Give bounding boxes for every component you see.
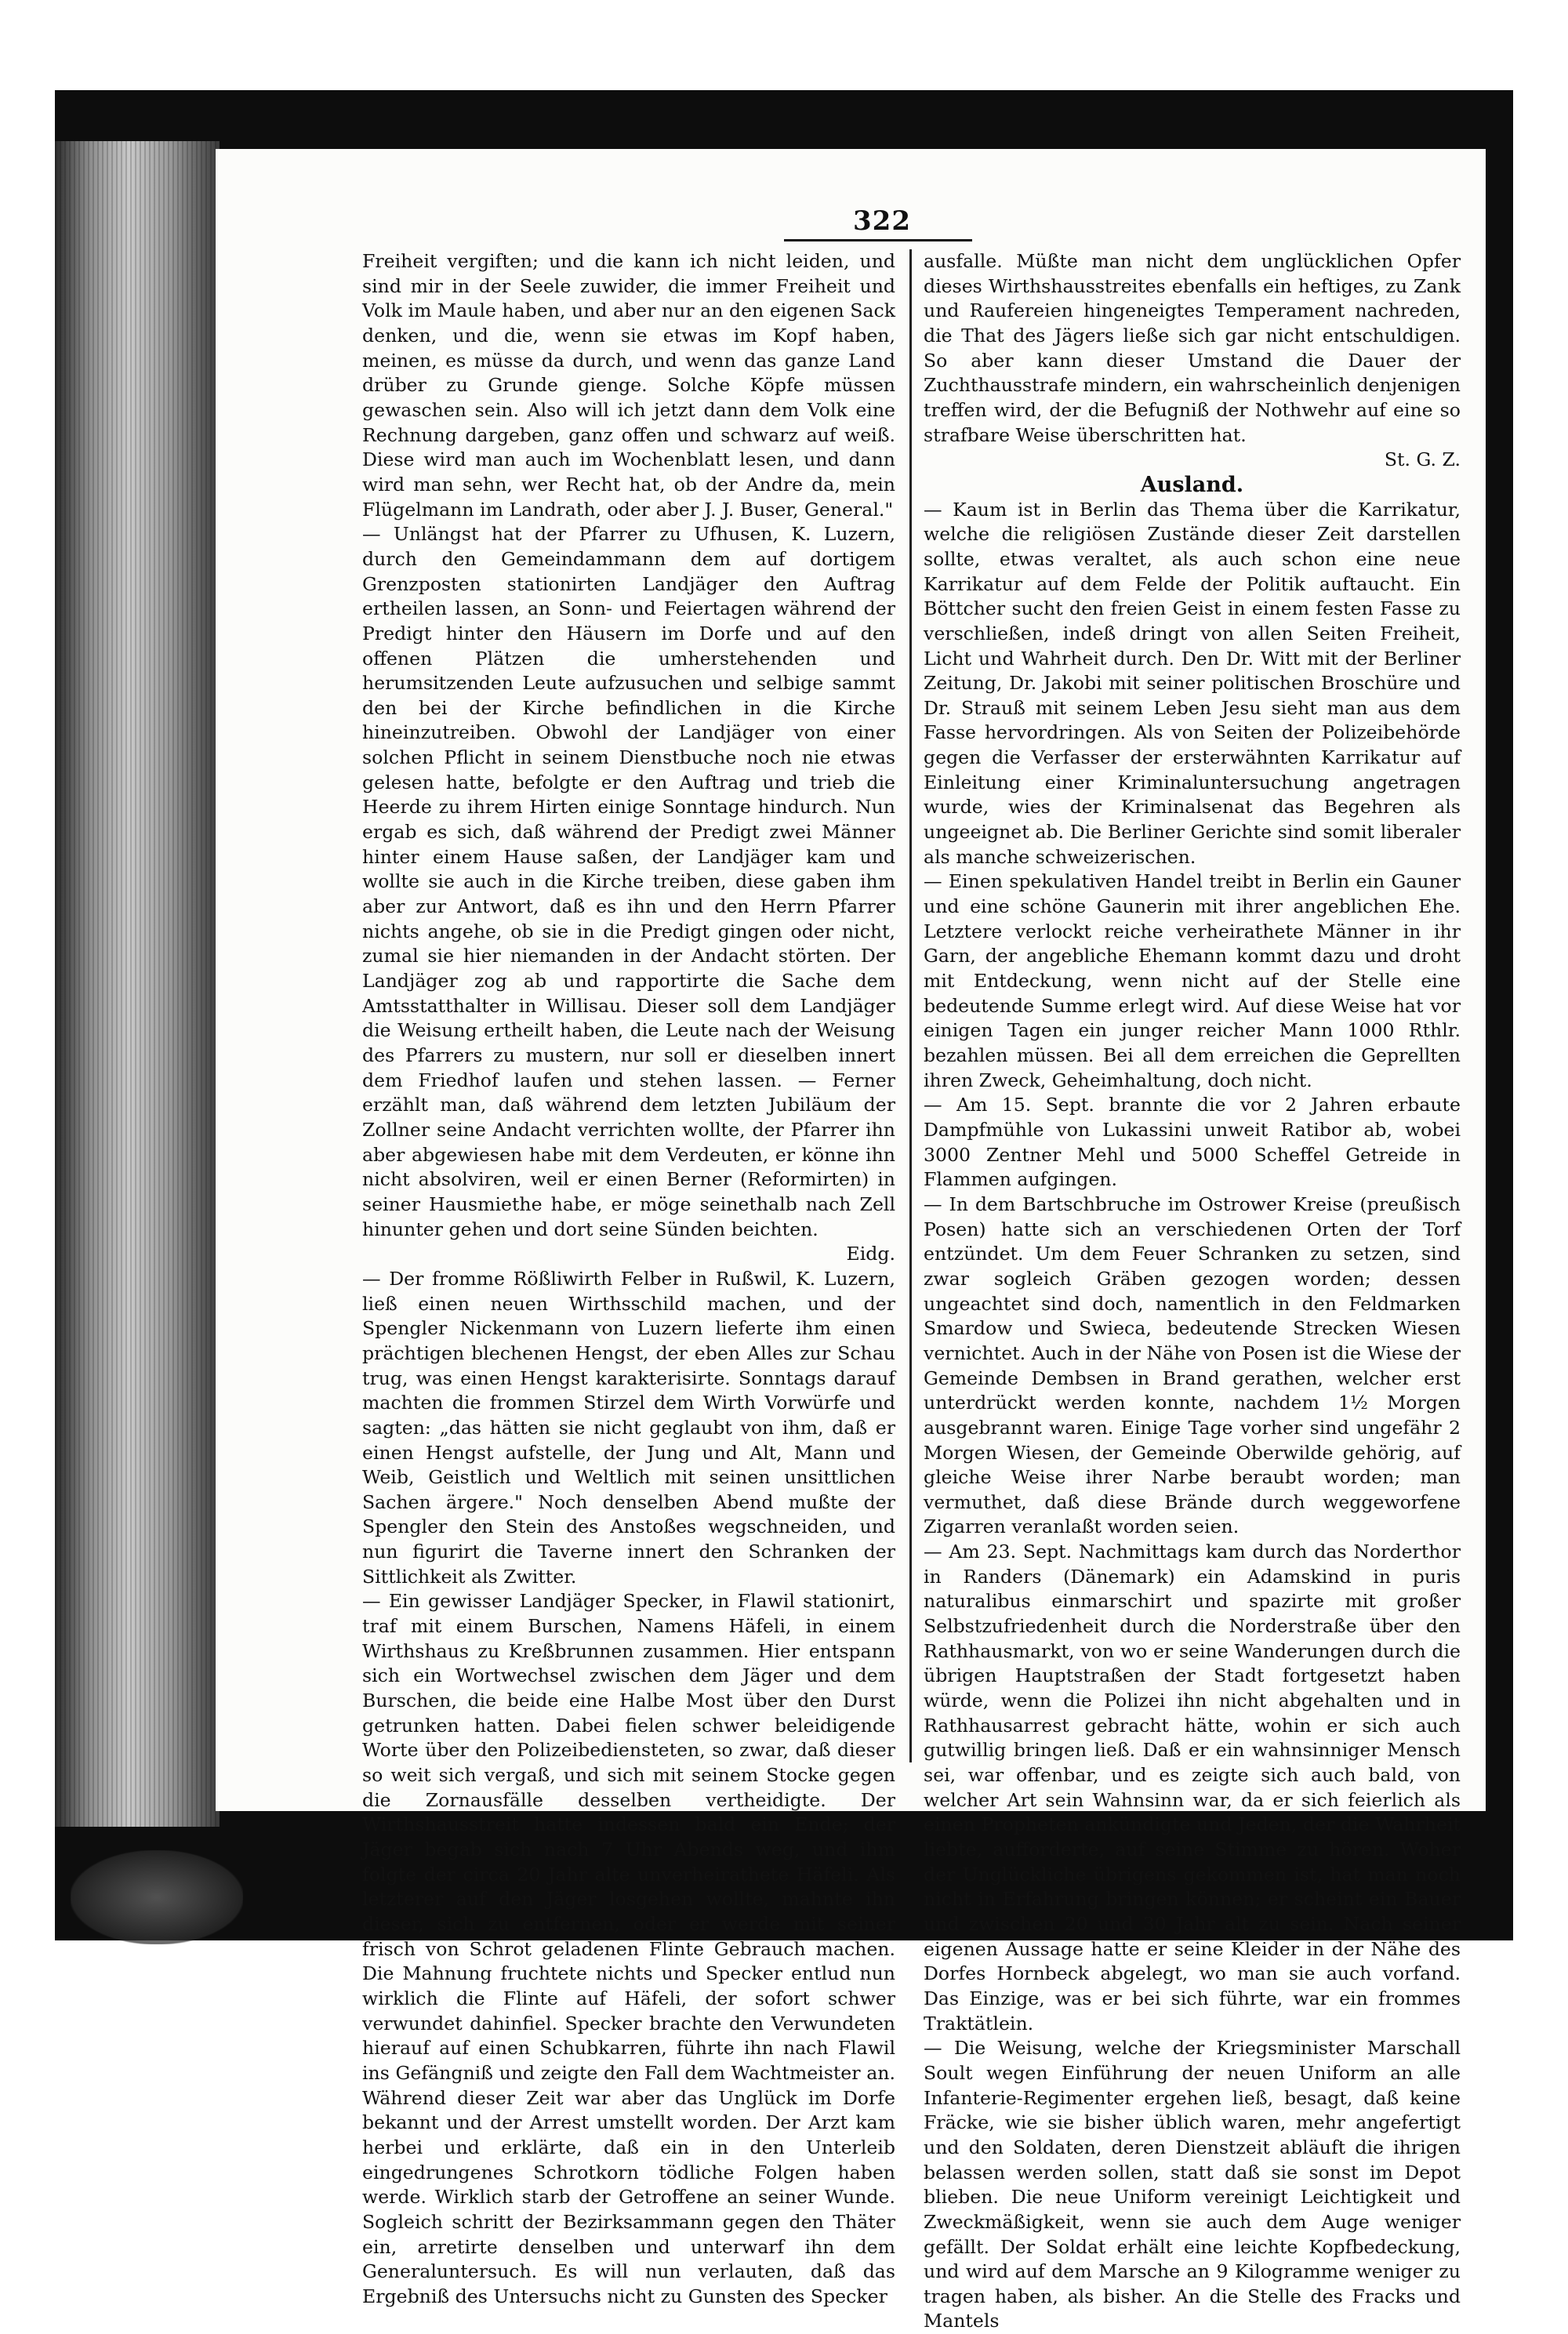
article-paragraph: — Ein gewisser Landjäger Specker, in Flawil stationirt, traf mit einem Burschen, Namens Häfeli, in einem Wirthshaus zu Kreßbrunnen zusammen. Hier entspann sich ein Wortwechsel zwischen dem Jäger und dem Burschen, die beide eine Halbe Most über den Durst getrunken hatten. Dabei fielen schwer beleidigende Worte über den Polizeibediensteten, so zwar, daß dieser so weit sich vergaß, und sich mit seinem Stocke gegen die Zornausfälle desselben vertheidigte. Der Wirthshausstreit hatte indessen bald ein Ende; der Jäger begab sich nach 7 Uhr Abends weg, und ihm folgte der circa 20 Jahr alte unverheirathete Häfeli. Als letzterer auf den Jäger losgehen wollte, mahnte ihn dieser, sich zu entfernen, oder er werde mit seiner frisch von Schrot geladenen Flinte Gebrauch machen. Die Mahnung fruchtete nichts und Specker entlud nun wirklich die Flinte auf Häfeli, der sofort schwer verwundet dahinfiel. Specker brachte den Verwundeten hierauf auf einen Schubkarren, führte ihn nach Flawil ins Gefängniß und zeigte den Fall dem Wachtmeister an. Während dieser Zeit war aber das Unglück im Dorfe bekannt und der Arrest umstellt worden. Der Arzt kam herbei und erklärte, daß ein in den Unterleib eingedrungenes Schrotkorn tödliche Folgen haben werde. Wirklich starb der Getroffene an seiner Wunde. Sogleich schritt der Bezirksammann gegen den Thäter ein, arretirte denselben und unterwarf ihn dem Generaluntersuch. Es will nun verlauten, daß das Ergebniß des Untersuchs nicht zu Gunsten des Specker xyxy=(362,1590,895,2307)
column-divider xyxy=(909,249,912,1762)
header-rule xyxy=(784,239,972,241)
book-spine-edge xyxy=(55,141,220,1827)
left-column xyxy=(362,249,895,2309)
article-paragraph: ausfalle. Müßte man nicht dem unglücklichen Opfer dieses Wirthshausstreites ebenfalls ein heftiges, zu Zank und Raufereien hingeneigtes Temperament nachreden, die That des Jägers ließe sich gar nicht entschuldigen. So aber kann dieser Umstand die Dauer der Zuchthausstrafe mindern, ein wahrscheinlich denjenigen treffen wird, der die Befugniß der Nothwehr auf eine so strafbare Weise überschritten hat. xyxy=(924,250,1461,446)
article-paragraph: — Unlängst hat der Pfarrer zu Ufhusen, K. Luzern, durch den Gemeindammann dem auf dortigem Grenzposten stationirten Landjäger den Auftrag ertheilen lassen, an Sonn- und Feiertagen während der Predigt hinter den Häusern im Dorfe und auf den offenen Plätzen die umherstehenden und herumsitzenden Leute aufzusuchen und selbige sammt den bei der Kirche befindlichen in die Kirche hineinzutreiben. Obwohl der Landjäger von einer solchen Pflicht in seinem Dienstbuche noch nie etwas gelesen hatte, befolgte er den Auftrag und trieb die Heerde zu ihrem Hirten einige Sonntage hindurch. Nun ergab es sich, daß während der Predigt zwei Männer hinter einem Hause saßen, der Landjäger kam und wollte sie auch in die Kirche treiben, diese gaben ihm aber zur Antwort, daß es ihn und den Herrn Pfarrer nichts angehe, ob sie in die Predigt gingen oder nicht, zumal sie hier niemanden in der Andacht störten. Der Landjäger zog ab und rapportirte die Sache dem Amtsstatthalter in Willisau. Dieser soll dem Landjäger die Weisung ertheilt haben, die Leute nach der Weisung des Pfarrers zu mustern, nur soll er dieselben innert dem Friedhof laufen und stehen lassen. — Ferner erzählt man, daß während dem letzten Jubiläum der Zollner seine Andacht verrichten wollte, der Pfarrer ihn aber abgewiesen habe mit dem Verdeuten, er könne ihn nicht absolviren, weil er einen Berner (Reformirten) in seiner Hausmiethe habe, er möge seinethalb nach Zell hinunter gehen und dort seine Sünden beichten. xyxy=(362,523,895,1240)
scan-blemish xyxy=(71,1850,243,1944)
article-paragraph: Freiheit vergiften; und die kann ich nicht leiden, und sind mir in der Seele zuwider, die immer Freiheit und Volk im Maule haben, und aber nur an den eigenen Sack denken, und die, wenn sie etwas im Kopf haben, meinen, es müsse da durch, und wenn das ganze Land drüber zu Grunde gienge. Solche Köpfe müssen gewaschen sein. Also will ich jetzt dann dem Volk eine Rechnung dargeben, ganz offen und schwarz auf weiß. Diese wird man auch im Wochenblatt lesen, und dann wird man sehn, wer Recht hat, ob der Andre da, mein Flügelmann im Landrath, oder aber J. J. Buser, General." xyxy=(362,250,895,521)
article-paragraph: — Am 23. Sept. Nachmittags kam durch das Norderthor in Randers (Dänemark) ein Adamskind in puris naturalibus einmarschirt und spazirte mit großer Selbstzufriedenheit durch die Norderstraße über den Rathhausmarkt, von wo er seine Wanderungen durch die übrigen Hauptstraßen der Stadt fortgesetzt haben würde, wenn die Polizei ihn nicht abgehalten und in Rathhausarrest gebracht hätte, wohin er sich auch gutwillig bringen ließ. Daß er ein wahnsinniger Mensch sei, war offenbar, und es zeigte sich auch bald, von welcher Art sein Wahnsinn war, da er sich feierlich als einen Propheten ankündigte und Jeden, der die Wahrheit liebte, aufforderte, auf seine Stimme zu hören. Woher der Unglückliche übrigens gekommen ist, hat man noch nicht in Erfahrung bringen können; er scheint ein Bauer und zwischen 20 und 30 Jahr alt zu sein. Nach seiner eigenen Aussage hatte er seine Kleider in der Nähe des Dorfes Hornbeck abgelegt, wo man sie auch vorfand. Das Einzige, was er bei sich führte, war ein frommes Traktätlein. xyxy=(924,1541,1461,2035)
article-paragraph: — In dem Bartschbruche im Ostrower Kreise (preußisch Posen) hatte sich an verschiedenen Orten der Torf entzündet. Um dem Feuer Schranken zu setzen, sind zwar sogleich Gräben gezogen worden; dessen ungeachtet sind doch, namentlich in den Feldmarken Smardow und Swieca, bedeutende Strecken Wiesen vernichtet. Auch in der Nähe von Posen ist die Wiese der Gemeinde Dembsen in Brand gerathen, welcher erst unterdrückt werden konnte, nachdem 1½ Morgen ausgebrannt waren. Einige Tage vorher sind ungefähr 2 Morgen Wiesen, der Gemeinde Oberwilde gehörig, auf gleiche Weise ihrer Narbe beraubt worden; man vermuthet, daß diese Brände durch weggeworfene Zigarren veranlaßt worden seien. xyxy=(924,1192,1461,1538)
page-number: 322 xyxy=(853,205,911,237)
article-paragraph: — Am 15. Sept. brannte die vor 2 Jahren erbaute Dampfmühle von Lukassini unweit Ratibor ab, wobei 3000 Zentner Mehl und 5000 Scheffel Getreide in Flammen aufgingen. xyxy=(924,1094,1461,1191)
article-paragraph: — Die Weisung, welche der Kriegsminister Marschall Soult wegen Einführung der neuen Uniform an alle Infanterie-Regimenter ergehen ließ, besagt, daß keine Fräcke, wie sie bisher üblich waren, mehr angefertigt und den Soldaten, deren Dienstzeit abläuft die ihrigen belassen werden sollen, statt daß sie sonst im Depot blieben. Die neue Uniform vereinigt Leichtigkeit und Zweckmäßigkeit, wenn sie auch dem Auge weniger gefällt. Der Soldat erhält eine leichte Kopfbedeckung, und wird auf dem Marsche an 9 Kilogramme weniger zu tragen haben, als bisher. An die Stelle des Fracks und Mantels xyxy=(924,2037,1461,2332)
right-column xyxy=(924,249,1461,2334)
section-heading: Ausland. xyxy=(1140,472,1244,497)
article-paragraph: — Der fromme Rößliwirth Felber in Rußwil, K. Luzern, ließ einen neuen Wirthsschild machen, und der Spengler Nickenmann von Luzern lieferte ihm einen prächtigen blechenen Hengst, der eben Alles zur Schau trug, was einen Hengst karakterisirte. Sonntags darauf machten die frommen Stirzel dem Wirth Vorwürfe und sagten: „das hätten sie nicht geglaubt von ihm, daß er einen Hengst aufstelle, der Jung und Alt, Mann und Weib, Geistlich und Weltlich mit seinen unsittlichen Sachen ärgere." Noch denselben Abend mußte der Spengler den Stein des Anstoßes wegschneiden, und nun figurirt die Taverne innert den Schranken der Sittlichkeit als Zwitter. xyxy=(362,1267,895,1588)
article-paragraph: — Kaum ist in Berlin das Thema über die Karrikatur, welche die religiösen Zustände dieser Zeit darstellen sollte, etwas veraltet, als auch schon eine neue Karrikatur auf dem Felde der Politik auftaucht. Ein Böttcher sucht den freien Geist in einem festen Fasse zu verschließen, indeß dringt von allen Seiten Freiheit, Licht und Wahrheit durch. Den Dr. Witt mit der Berliner Zeitung, Dr. Jakobi mit seiner politischen Broschüre und Dr. Strauß mit seinem Leben Jesu sieht man aus dem Fasse hervordringen. Als von Seiten der Polizeibehörde gegen die Verfasser der ersterwähnten Karrikatur auf Einleitung einer Kriminaluntersuchung angetragen wurde, wies der Kriminalsenat das Begehren als ungeeignet ab. Die Berliner Gerichte sind somit liberaler als manche schweizerischen. xyxy=(924,498,1461,868)
article-signature: St. G. Z. xyxy=(1384,448,1461,471)
article-paragraph: — Einen spekulativen Handel treibt in Berlin ein Gauner und eine schöne Gaunerin mit ihrer angeblichen Ehe. Letztere verlockt reiche verheirathete Männer in ihr Garn, der angebliche Ehemann kommt dazu und droht mit Entdeckung, wenn nicht auf der Stelle eine bedeutende Summe erlegt wird. Auf diese Weise hat vor einigen Tagen ein junger reicher Mann 1000 Rthlr. bezahlen müssen. Bei all dem erreichen die Geprellten ihren Zweck, Geheimhaltung, doch nicht. xyxy=(924,870,1461,1091)
article-signature: Eidg. xyxy=(846,1243,895,1265)
